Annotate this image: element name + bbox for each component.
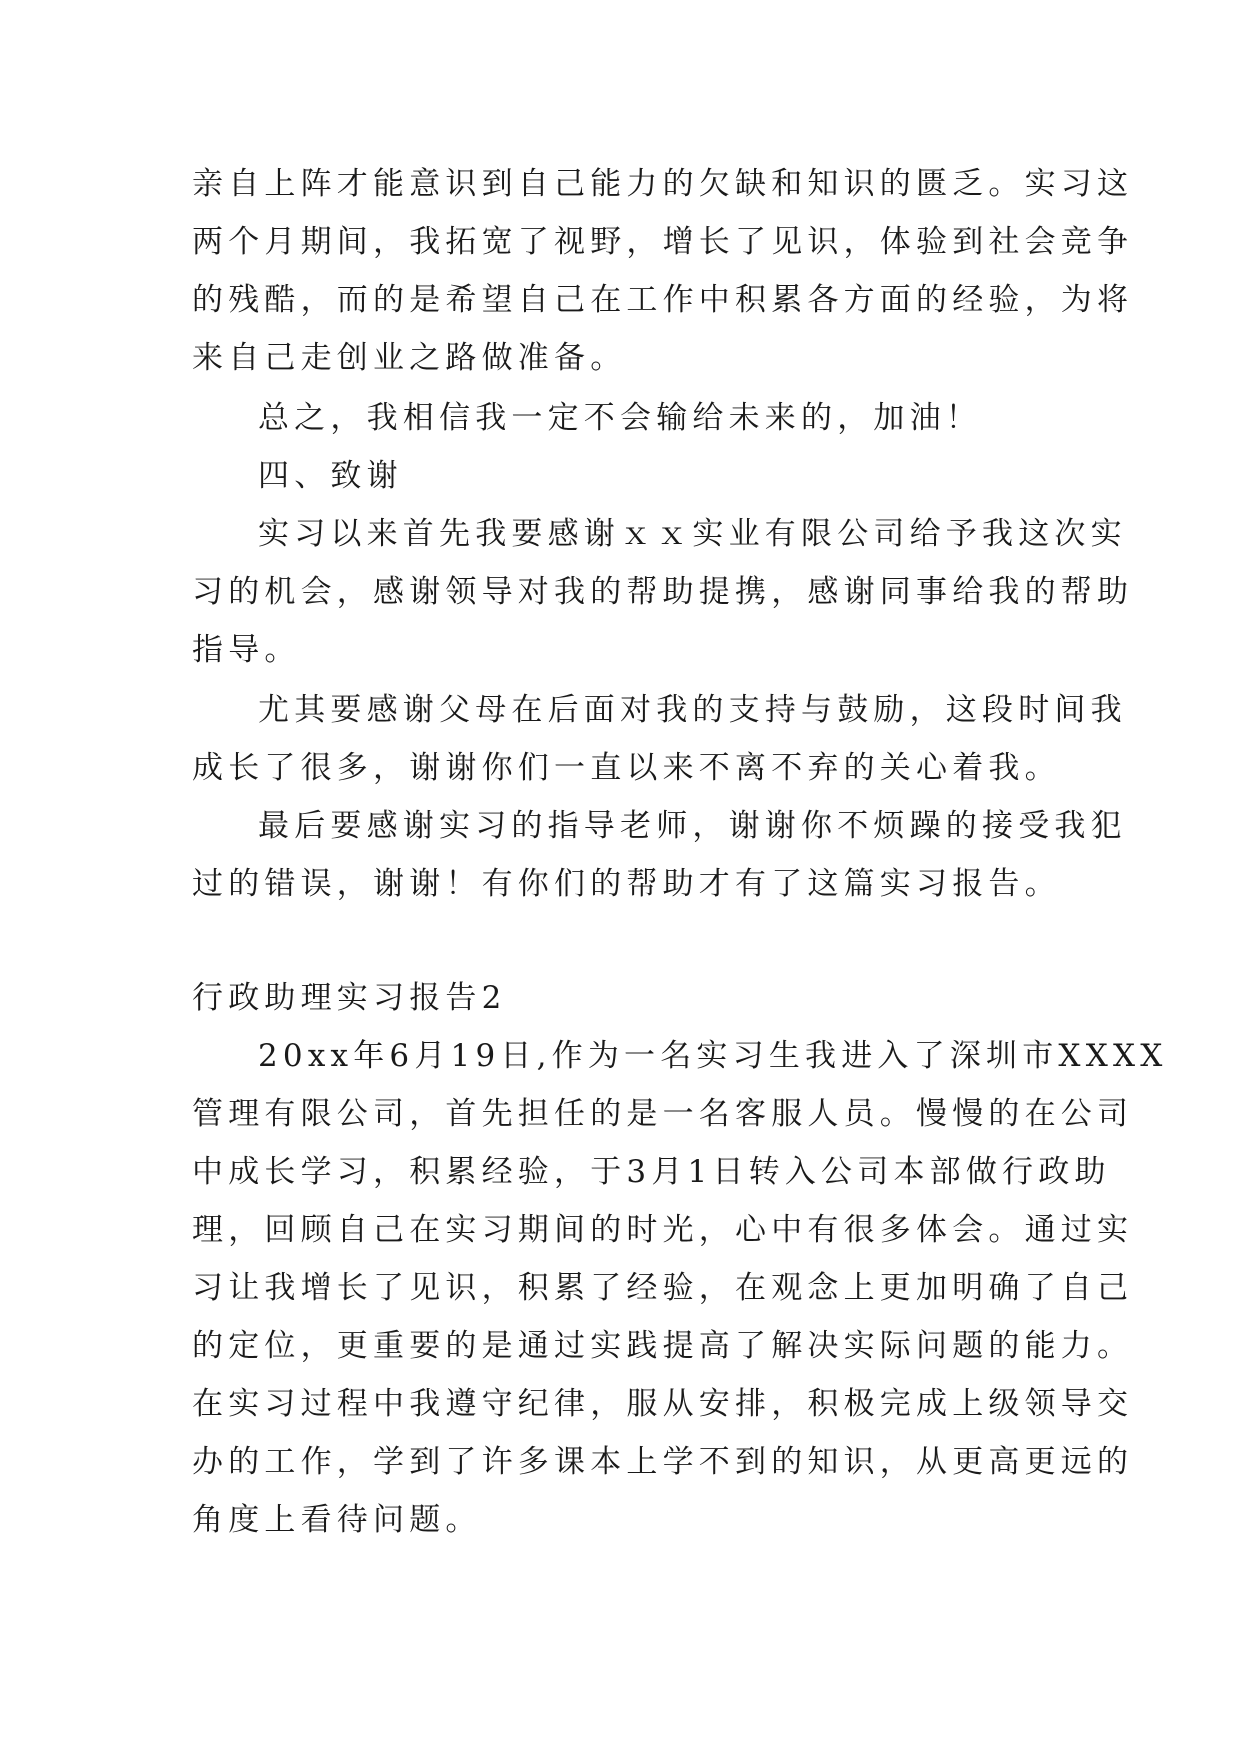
body-line: 习的机会，感谢领导对我的帮助提携，感谢同事给我的帮助 <box>192 574 1134 610</box>
body-line: 理，回顾自己在实习期间的时光，心中有很多体会。通过实 <box>192 1212 1134 1248</box>
body-line: 指导。 <box>192 632 301 668</box>
section-heading: 四、致谢 <box>258 458 403 494</box>
body-line: 习让我增长了见识，积累了经验，在观念上更加明确了自己 <box>192 1270 1134 1306</box>
paragraph-first-line: 总之，我相信我一定不会输给未来的，加油！ <box>258 400 982 436</box>
report-title: 行政助理实习报告2 <box>192 980 507 1016</box>
body-line: 中成长学习，积累经验，于3月1日转入公司本部做行政助 <box>192 1154 1111 1190</box>
body-line: 成长了很多，谢谢你们一直以来不离不弃的关心着我。 <box>192 750 1061 786</box>
body-line: 来自己走创业之路做准备。 <box>192 340 627 376</box>
body-line: 在实习过程中我遵守纪律，服从安排，积极完成上级领导交 <box>192 1386 1134 1422</box>
body-line: 管理有限公司，首先担任的是一名客服人员。慢慢的在公司 <box>192 1096 1134 1132</box>
paragraph-first-line: 尤其要感谢父母在后面对我的支持与鼓励，这段时间我 <box>258 692 1127 728</box>
body-line: 亲自上阵才能意识到自己能力的欠缺和知识的匮乏。实习这 <box>192 166 1134 202</box>
body-line: 两个月期间，我拓宽了视野，增长了见识，体验到社会竞争 <box>192 224 1134 260</box>
body-line: 的残酷，而的是希望自己在工作中积累各方面的经验，为将 <box>192 282 1134 318</box>
paragraph-first-line: 实习以来首先我要感谢ｘｘ实业有限公司给予我这次实 <box>258 516 1127 552</box>
paragraph-first-line: 20xx年6月19日,作为一名实习生我进入了深圳市XXXX <box>258 1038 1168 1074</box>
body-line: 过的错误，谢谢！有你们的帮助才有了这篇实习报告。 <box>192 866 1061 902</box>
paragraph-first-line: 最后要感谢实习的指导老师，谢谢你不烦躁的接受我犯 <box>258 808 1127 844</box>
body-line: 角度上看待问题。 <box>192 1502 482 1538</box>
body-line: 的定位，更重要的是通过实践提高了解决实际问题的能力。 <box>192 1328 1134 1364</box>
body-line: 办的工作，学到了许多课本上学不到的知识，从更高更远的 <box>192 1444 1134 1480</box>
